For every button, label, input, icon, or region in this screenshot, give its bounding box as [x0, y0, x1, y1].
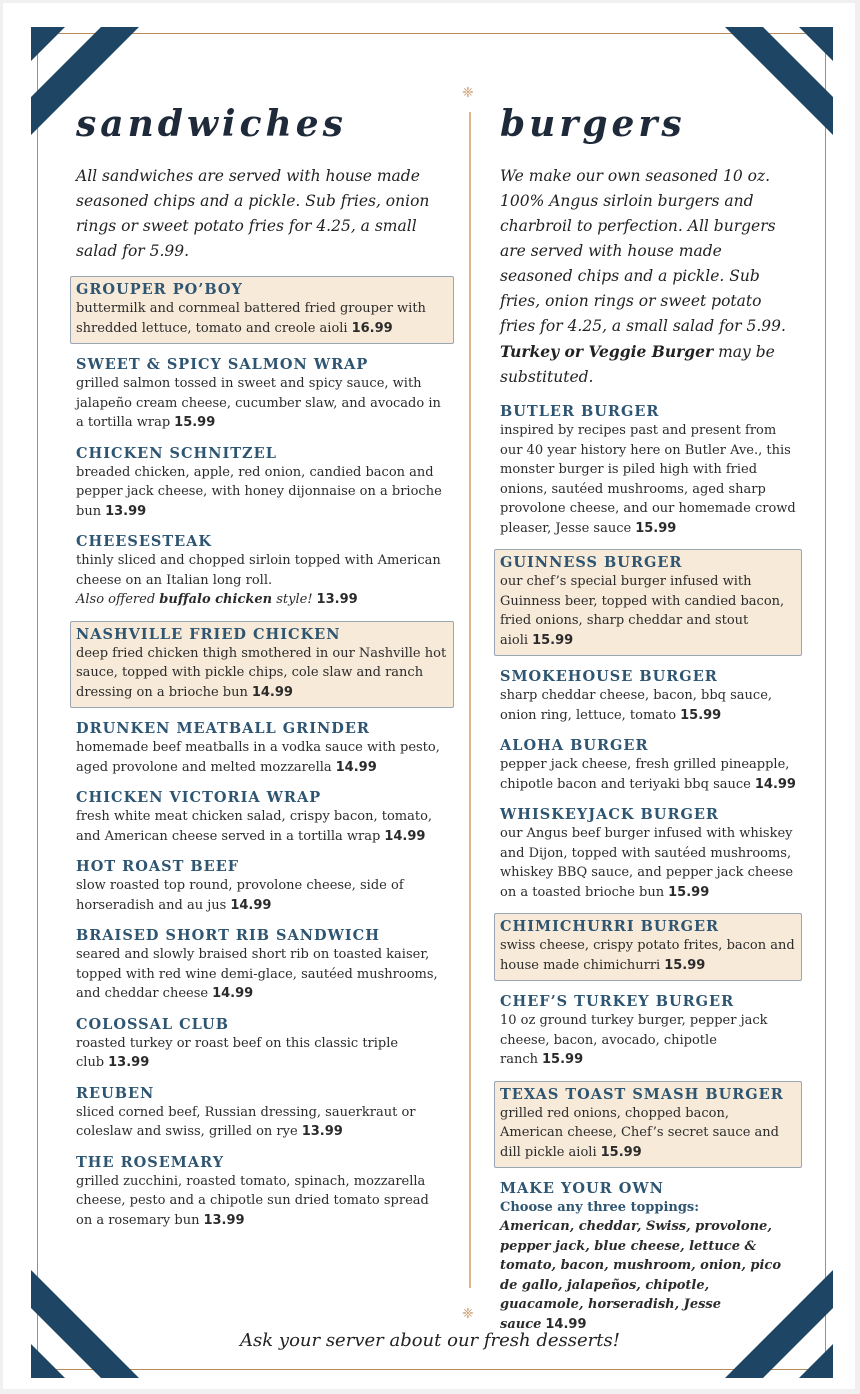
ornament-top-icon: ❈	[462, 85, 474, 101]
item-price: 13.99	[301, 1124, 343, 1139]
item-note-end: style!	[272, 592, 313, 607]
item-price: 16.99	[351, 320, 393, 336]
item-price: 14.99	[545, 1316, 587, 1332]
burgers-column	[500, 100, 796, 1345]
burgers-intro-end: may be substituted.	[500, 343, 775, 386]
item-price: 13.99	[203, 1212, 245, 1228]
item-price: 13.99	[105, 503, 147, 519]
burgers-intro-text: We make our own seasoned 10 oz. 100% Angus sirloin burgers and charbroil to perfection. All burgers are served with house made seasoned chips and a pickle. Sub fries, onion rings or sweet potato fries for 4.25, a small salad for 5.99.	[500, 167, 786, 335]
item-price: 13.99	[316, 592, 358, 607]
menu-item-reuben	[76, 1084, 448, 1142]
menu-item-make-your-own	[500, 1179, 796, 1334]
item-desc: seared and slowly braised short rib on toasted kaiser, topped with red wine demi-glace, sautéed mushrooms, and cheddar cheese	[76, 947, 438, 1001]
item-name: DRUNKEN MEATBALL GRINDER	[76, 720, 370, 737]
item-name: REUBEN	[76, 1084, 155, 1102]
item-price: 15.99	[635, 520, 677, 536]
item-price: 15.99	[542, 1052, 584, 1067]
menu-item-chicken-schnitzel	[76, 444, 448, 522]
menu-item-guinness-burger	[494, 549, 802, 656]
item-desc: 10 oz ground turkey burger, pepper jack cheese, bacon, avocado, chipotle ranch	[500, 1013, 768, 1067]
item-name: BUTLER BURGER	[500, 403, 660, 420]
item-desc: slow roasted top round, provolone cheese, side of horseradish and au jus	[76, 878, 404, 913]
menu-item-victoria-wrap	[76, 788, 448, 846]
item-name: TEXAS TOAST SMASH BURGER	[500, 1085, 784, 1103]
sandwiches-title: sandwiches	[76, 103, 347, 145]
item-desc: deep fried chicken thigh smothered in our Nashville hot sauce, topped with pickle chips, cole slaw and ranch dressing on a brioche bun	[76, 645, 447, 700]
item-price: 13.99	[108, 1055, 150, 1070]
sandwiches-intro: All sandwiches are served with house made seasoned chips and a pickle. Sub fries, onion rings or sweet potato fries for 4.25, a small salad for 5.99.	[76, 167, 430, 260]
item-price: 14.99	[754, 776, 796, 792]
item-price: 15.99	[600, 1144, 642, 1160]
menu-item-texas-toast-burger	[494, 1081, 802, 1169]
item-desc: buttermilk and cornmeal battered fried grouper with shredded lettuce, tomato and creole aioli	[76, 301, 426, 336]
menu-item-nashville-chicken	[70, 621, 454, 709]
item-price: 15.99	[664, 957, 706, 973]
menu-item-rosemary	[76, 1153, 448, 1231]
item-price: 15.99	[174, 415, 216, 430]
menu-item-grouper-poboy	[70, 276, 454, 344]
item-price: 15.99	[680, 707, 722, 723]
item-name: SMOKEHOUSE BURGER	[500, 668, 718, 685]
item-price: 15.99	[668, 884, 710, 900]
menu-item-butler-burger	[500, 402, 796, 538]
menu-item-hot-roast-beef	[76, 857, 448, 915]
menu-item-salmon-wrap	[76, 355, 448, 433]
burgers-intro	[500, 164, 796, 390]
item-desc: our Angus beef burger infused with whiskey and Dijon, topped with sautéed mushrooms, whiskey BBQ sauce, and pepper jack cheese on a toasted brioche bun	[500, 826, 794, 900]
item-note-bold: buffalo chicken	[159, 592, 273, 607]
toppings-list: American, cheddar, Swiss, provolone, pepper jack, blue cheese, lettuce & tomato, bacon, mushroom, onion, pico de gallo, jalapeños, chipotle, guacamole, horseradish, Jesse sauce	[500, 1219, 782, 1332]
column-divider	[469, 112, 471, 1288]
item-desc: grilled red onions, chopped bacon, American cheese, Chef’s secret sauce and dill pickle aioli	[500, 1105, 779, 1160]
item-name: CHICKEN SCHNITZEL	[76, 444, 277, 462]
item-desc: pepper jack cheese, fresh grilled pineapple, chipotle bacon and teriyaki bbq sauce	[500, 757, 790, 792]
burgers-intro-bold: Turkey or Veggie Burger	[500, 342, 714, 361]
item-name: GUINNESS BURGER	[500, 554, 683, 571]
item-name: CHEF’S TURKEY BURGER	[500, 993, 735, 1010]
item-price: 14.99	[230, 897, 272, 913]
burgers-title: burgers	[500, 103, 686, 145]
ornament-bottom-icon: ❈	[462, 1306, 474, 1322]
item-name: NASHVILLE FRIED CHICKEN	[76, 625, 341, 643]
item-desc: thinly sliced and chopped sirloin topped with American cheese on an Italian long roll.	[76, 553, 441, 588]
menu-item-short-rib	[76, 926, 448, 1004]
item-desc: sliced corned beef, Russian dressing, sauerkraut or coleslaw and swiss, grilled on rye	[76, 1104, 416, 1139]
item-name: CHIMICHURRI BURGER	[500, 918, 720, 935]
item-name: GROUPER PO’BOY	[76, 281, 243, 298]
item-name: WHISKEYJACK BURGER	[500, 806, 719, 823]
item-name: COLOSSAL CLUB	[76, 1015, 229, 1033]
item-name: CHEESESTEAK	[76, 533, 213, 550]
sandwiches-column	[76, 100, 448, 1241]
item-note: Also offered	[76, 592, 160, 607]
item-price: 15.99	[532, 632, 574, 648]
menu-item-cheesesteak	[76, 532, 448, 610]
item-name: BRAISED SHORT RIB SANDWICH	[76, 927, 380, 944]
item-desc: sharp cheddar cheese, bacon, bbq sauce, onion ring, lettuce, tomato	[500, 688, 773, 723]
item-desc: homemade beef meatballs in a vodka sauce with pesto, aged provolone and melted mozzarella	[76, 740, 440, 775]
item-desc: grilled salmon tossed in sweet and spicy sauce, with jalapeño cream cheese, cucumber slaw, and avocado in a tortilla wrap	[76, 376, 441, 430]
footer-desserts-note: Ask your server about our fresh desserts!	[240, 1330, 620, 1351]
item-desc: swiss cheese, crispy potato frites, bacon and house made chimichurri	[500, 938, 795, 973]
menu-item-turkey-burger	[500, 992, 796, 1070]
item-name: SWEET & SPICY SALMON WRAP	[76, 356, 369, 373]
item-name: ALOHA BURGER	[500, 737, 649, 754]
item-name: CHICKEN VICTORIA WRAP	[76, 789, 322, 806]
item-desc: roasted turkey or roast beef on this classic triple club	[76, 1035, 399, 1070]
menu-item-whiskeyjack-burger	[500, 805, 796, 902]
item-price: 14.99	[335, 759, 377, 775]
item-desc: our chef’s special burger infused with Guinness beer, topped with candied bacon, fried onions, sharp cheddar and stout aioli	[500, 574, 785, 648]
item-price: 14.99	[384, 828, 426, 844]
menu-item-colossal-club	[76, 1015, 448, 1073]
item-name: MAKE YOUR OWN	[500, 1180, 664, 1197]
choose-toppings-label: Choose any three toppings:	[500, 1200, 700, 1215]
menu-item-aloha-burger	[500, 736, 796, 794]
item-desc: grilled zucchini, roasted tomato, spinach, mozzarella cheese, pesto and a chipotle sun dried tomato spread on a rosemary bun	[76, 1173, 429, 1228]
item-desc: inspired by recipes past and present from our 40 year history here on Butler Ave., this monster burger is piled high with fried onions, sautéed mushrooms, aged sharp provolone cheese, and our homemade crowd pleaser, Jesse sauce	[500, 423, 796, 536]
corner-ribbon-bottom-left	[31, 1266, 143, 1378]
menu-item-smokehouse-burger	[500, 667, 796, 725]
item-name: THE ROSEMARY	[76, 1153, 225, 1171]
menu-item-chimichurri-burger	[494, 913, 802, 981]
item-name: HOT ROAST BEEF	[76, 858, 240, 875]
menu-item-meatball-grinder	[76, 719, 448, 777]
item-desc: fresh white meat chicken salad, crispy bacon, tomato, and American cheese served in a tortilla wrap	[76, 809, 433, 844]
item-price: 14.99	[251, 684, 293, 700]
item-price: 14.99	[212, 986, 254, 1001]
item-desc: breaded chicken, apple, red onion, candied bacon and pepper jack cheese, with honey dijonnaise on a brioche bun	[76, 464, 442, 519]
